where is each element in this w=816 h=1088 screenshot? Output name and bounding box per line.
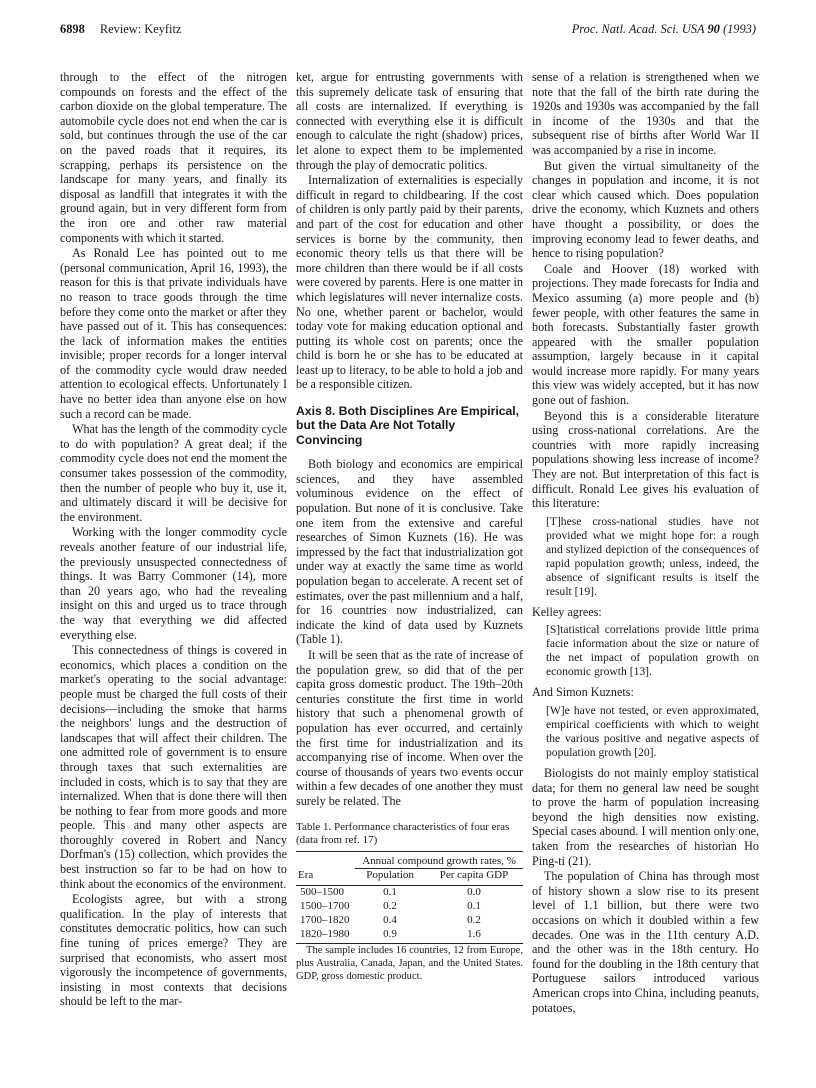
paragraph: Working with the longer commodity cycle reveals another feature of our industrial life, the previously unsuspected connectedness of things. It was Barry Commoner (14), more than 20 years ago, who had the revealing insight on this and urged us to trace through the way that everything we did affected everything else. (60, 525, 287, 642)
table-group-header-row (296, 852, 523, 869)
paragraph: Biologists do not mainly employ statistical data; for them no general law need be sought to prove the harm of population increasing beyond the high densities now existing. Special cases abound. I will mention only one, taken from the researches of historian Ho Ping-ti (21). (532, 766, 759, 868)
paragraph: What has the length of the commodity cycle to do with population? A great deal; if the commodity cycle does not end the moment the consumer takes possession of the commodity, then the number of people who buy it, use it, and ultimately discard it will be decisive for the environment. (60, 422, 287, 524)
performance-table (296, 851, 523, 945)
block-quote: [S]tatistical correlations provide little prima facie information about the size or nature of the net impact of population growth on economic growth [13]. (546, 623, 759, 679)
table-row (296, 886, 523, 900)
table-cell-population: 0.9 (355, 928, 425, 944)
table-note: The sample includes 16 countries, 12 from Europe, plus Australia, Canada, Japan, and the United States. GDP, gross domestic product. (296, 945, 523, 983)
table-cell-population: 0.4 (383, 913, 397, 926)
block-quote: [T]hese cross-national studies have not provided what we might hope for: a rough and stylized depiction of the consequences of rapid population growth; unless, indeed, the absence of significant results is itself the result [19]. (546, 514, 759, 598)
table-cell-era: 1500–1700 (300, 899, 350, 912)
paragraph: It will be seen that as the rate of increase of the population grew, so did that of the per capita gross domestic product. The 19th–20th centuries constitute the first time in world history that such a phenomenal growth of population has ever occurred, and certainly the first time for industrialization and its accompanying rise of income. When over the course of thousands of years two events occur within a few decades of one another they must surely be related. The (296, 648, 523, 808)
page-number: 6898 (60, 22, 85, 36)
journal-name: Proc. Natl. Acad. Sci. USA (571, 22, 705, 36)
paragraph: ket, argue for entrusting governments with this supremely delicate task of ensuring that all costs are internalized. If everything is connected with everything else it is difficult enough to calculate the right (shadow) prices, let alone to expect them to be implemented through the play of democratic politics. (296, 70, 523, 172)
journal-volume: 90 (707, 22, 720, 36)
table-row (296, 928, 523, 944)
table-cell-era: 1700–1820 (300, 913, 350, 926)
running-title: Review: Keyfitz (99, 22, 182, 36)
journal-citation (572, 22, 756, 37)
table-cell-gdp: 0.0 (467, 886, 481, 899)
table-group-header: Annual compound growth rates, % (355, 852, 523, 869)
journal-year: (1993) (722, 22, 756, 36)
paragraph: Coale and Hoover (18) worked with projections. They made forecasts for India and Mexico assuming (a) more people and (b) fewer people, with other features the same in both forecasts. Substantially faster growth appeared with the smaller population assumption, largely because in it capital would increase more rapidly. For many years this view was widely accepted, but it has now gone out of fashion. (532, 261, 759, 408)
column-3 (532, 70, 759, 1016)
section-heading: Axis 8. Both Disciplines Are Empirical, but the Data Are Not Totally Convincing (296, 404, 520, 447)
paragraph: sense of a relation is strengthened when we note that the fall of the birth rate during the 1920s and 1930s was accompanied by the fall in income of the 1930s and that the subsequent rise of births after World War II was accompanied by a rise in income. (532, 70, 759, 157)
column-1 (60, 70, 287, 1010)
table-cell-gdp: 1.6 (425, 928, 523, 944)
table-header-gdp: Per capita GDP (425, 869, 523, 886)
column-2 (296, 70, 523, 984)
table-caption: Table 1. Performance characteristics of four eras (data from ref. 17) (296, 820, 510, 846)
paragraph: This connectedness of things is covered in economics, which places a condition on the market's operating to the social advantage: people must be charged the full costs of their decisions—including the smoke that harms the neighbors' lungs and the destruction of landscapes that will affect their children. The one admitted role of government is to ensure through taxes that such externalities are included in costs, which is to say that they are internalized. When that is done there will then be nothing to fear from more goods and more people. This and many other aspects are thoroughly covered in Robert and Nancy Dorfman's (15) collection, which provides the best instruction so far to be had on how to think about the economics of the environment. (60, 643, 287, 891)
paragraph: through to the effect of the nitrogen compounds on forests and the effect of the carbon dioxide on the global temperature. The automobile cycle does not end when the car is sold, but continues through the use of the car on the paved roads that it requires, its scrapping, perhaps its persistence on the landscape for many years, and finally its disposal as landfill that integrates it with the ground again, but in very different form from the iron ore and other raw material components with which it started. (60, 70, 287, 245)
paragraph: But given the virtual simultaneity of the changes in population and income, it is not clear which caused which. Does population drive the economy, which Kuznets and others have thought a possibility, or does the improving economy lead to fewer deaths, and hence to rising population? (532, 158, 759, 261)
running-header (60, 22, 756, 44)
paragraph: The population of China has through most of history shown a slow rise to its present level of 1.1 billion, but there were two occasions on which it doubled within a few decades. One was in the 11th century A.D. and the other was in the 18th century. Ho found for the doubling in the 18th century that Portuguese sailors introduced various American crops into China, including peanuts, potatoes, (532, 869, 759, 1015)
quote-lead: Kelley agrees: (532, 604, 602, 619)
table-cell-gdp: 0.1 (467, 899, 481, 912)
table-corner (296, 852, 355, 869)
quote-lead: And Simon Kuznets: (532, 685, 634, 700)
table-header-era: Era (296, 869, 355, 886)
table-row (296, 900, 523, 914)
table-cell-gdp: 0.2 (467, 913, 481, 926)
paragraph: Beyond this is a considerable literature using cross-national correlations. Are the countries with more rapidly increasing populations showing less increase of income? They are not. But interpretation of this fact is difficult. Ronald Lee gives his evaluation of this literature: (532, 408, 759, 511)
paragraph: As Ronald Lee has pointed out to me (personal communication, April 16, 1993), the reason for this is that private individuals have no reason to trace goods through the time before they come onto the market or after they have passed out of it. This has consequences: the lack of information makes the entities invisible; proper records for a longer interval of the commodity cycle would draw needed attention to ecological effects. Unfortunately I have no better idea than anyone else on how such a record can be made. (60, 246, 287, 421)
paragraph: Both biology and economics are empirical sciences, and they have assembled voluminous evidence on the effect of population. But none of it is conclusive. Take one item from the extensive and careful researches of Simon Kuznets (16). He was impressed by the fact that industrialization got under way at exactly the same time as world population began to accelerate. A recent set of estimates, over the past millennium and a half, for 16 countries now industrialized, can indicate the kind of data used by Kuznets (Table 1). (296, 457, 523, 647)
table-header-population: Population (355, 869, 425, 886)
table-cell-population: 0.2 (383, 899, 397, 912)
paragraph: Internalization of externalities is especially difficult in regard to childbearing. If the cost of children is only partly paid by their parents, and part of the cost for education and other services is borne by the community, then economic theory tells us that there will be more children than there would be if all costs were covered by parents. Here is one matter in which legislatures will never internalize costs. No one, whether parent or bachelor, would today vote for making education optional and putting its whole cost on parents; once the child is born he or she has to be educated at least up to literacy, to be able to hold a job and be a responsible citizen. (296, 173, 523, 392)
paragraph: Ecologists agree, but with a strong qualification. In the play of interests that constitutes democratic politics, how can such fine tuning of prices emerge? They are surprised that economists, who assert most vigorously the incompetence of governments, insisting in most contexts that decisions should be left to the mar- (60, 892, 287, 1009)
block-quote: [W]e have not tested, or even approximated, empirical coefficients with which to weight the various positive and negative aspects of population growth [20]. (546, 704, 759, 759)
table-header-row (296, 869, 523, 886)
table-cell-era: 500–1500 (300, 886, 344, 899)
table-cell-population: 0.1 (383, 886, 397, 899)
table-row (296, 914, 523, 928)
header-left (60, 22, 181, 37)
table-cell-era: 1820–1980 (296, 928, 355, 944)
